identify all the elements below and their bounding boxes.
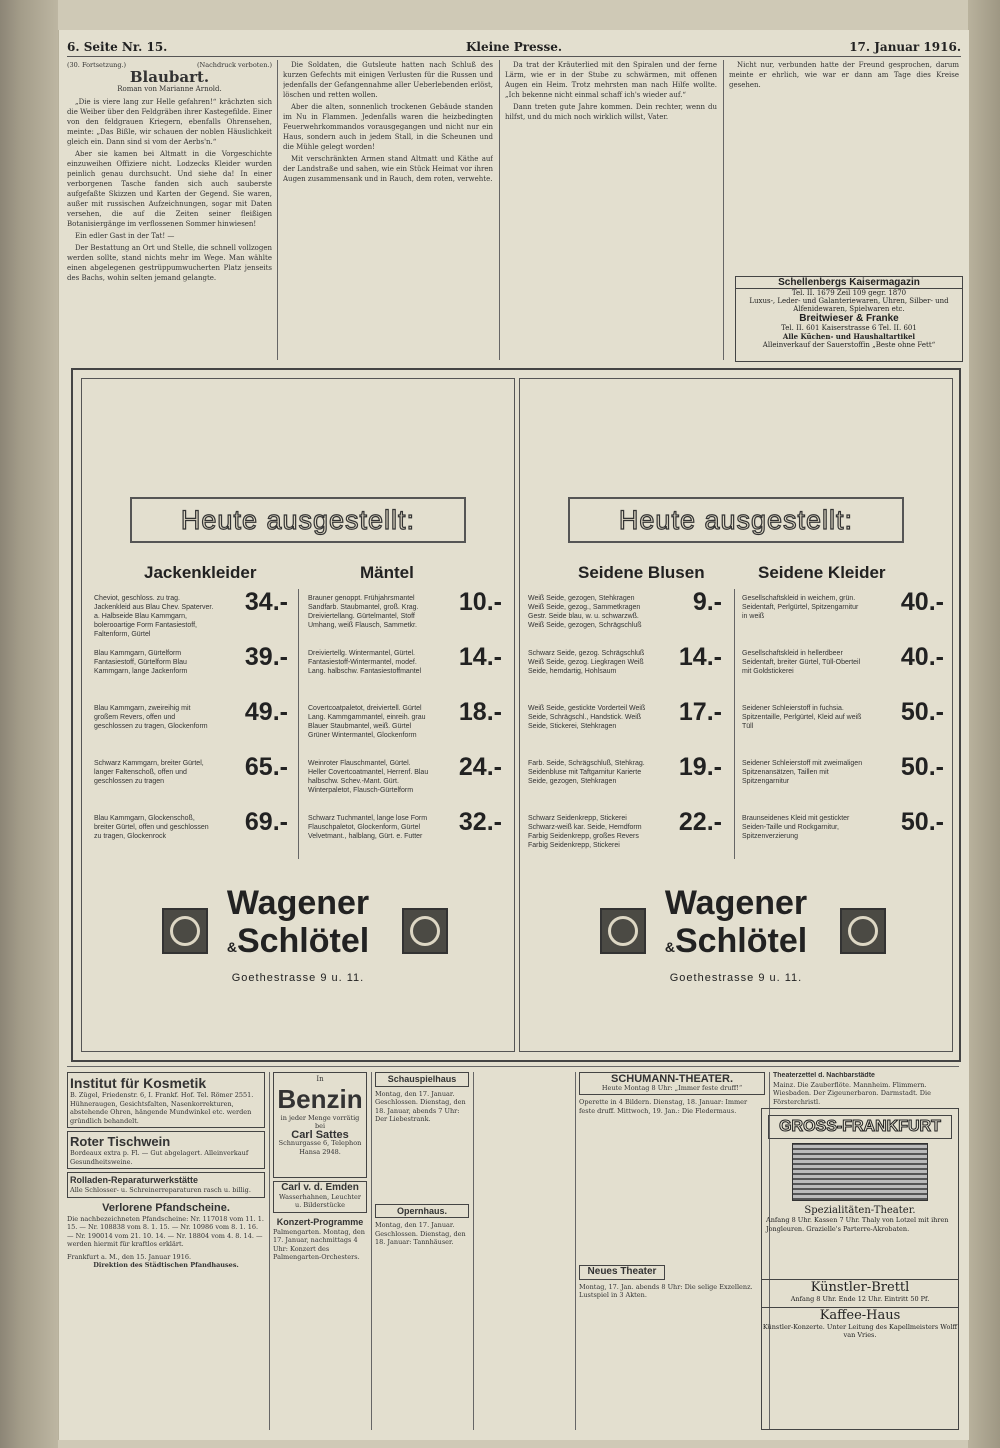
notice-title: Verlorene Pfandscheine. — [102, 1201, 230, 1214]
ad-line: Tel. II. 601 Kaiserstrasse 6 Tel. II. 601 — [781, 324, 917, 332]
cabaret-text: Anfang 8 Uhr. Ende 12 Uhr. Eintritt 50 Pf. — [790, 1295, 930, 1303]
story-column-1 — [67, 60, 272, 360]
section-title: Konzert-Programme — [276, 1216, 364, 1227]
item-description: Blau Kammgarn, Gürtelform Fantasiestoff, Gürtelform Blau Kammgarn, lange Jackenform — [94, 650, 188, 675]
item-description: Covertcoatpaletot, dreiviertell. Gürtel Lang. Kammgarnmantel, einreih. grau Blauer Staubmantel, weiß. Gürtel Grüner Wintermantel, Glockenform — [308, 705, 426, 739]
section-title: Neues Theater — [579, 1265, 665, 1280]
store-logo — [520, 884, 952, 994]
item-description: Seidener Schleierstoff mit zweimaligen Spitzenansätzen, Taillen mit Spitzengarnitur — [742, 760, 863, 785]
category-seidene-blusen: Seidene Blusen — [578, 563, 705, 582]
column-rule — [499, 60, 500, 360]
item-price: 14.- — [678, 643, 722, 671]
item-price: 40.- — [900, 643, 944, 671]
theater-subtitle: Spezialitäten-Theater. — [804, 1205, 916, 1216]
story-paragraph: Die Soldaten, die Gutsleute hatten nach Schluß des kurzen Gefechts mit einigen Verlusten für die Russen und jedenfalls der Gefangennahme aller Ueberlebenden erlöst, löschen und retten wollen. — [283, 61, 493, 99]
story-paragraph: Ein edler Gast in der Tat! — — [75, 232, 175, 240]
ad-line: Alle Küchen- und Haushaltartikel — [782, 332, 916, 341]
price-item — [528, 588, 724, 650]
price-item — [94, 808, 290, 870]
ad-heading: Heute ausgestellt: — [568, 497, 904, 543]
story-paragraph: Da trat der Kräuterlied mit den Spiralen und der ferne Lärm, wie er in der Stube zu schwärmen, mit offenen Augen ein Heim. Trotz mehrsten man nach Hilfe wollte. „Ich bekenne nicht einmal schaff ich's wieder auf.“ — [505, 61, 717, 99]
gross-frankfurt-ad — [761, 1108, 959, 1430]
price-item — [742, 753, 946, 815]
story-paragraph: Der Bestattung an Ort und Stelle, die schnell vollzogen werden sollte, stand nichts mehr im Wege. Man wählte einen abgelegenen gestrüppumwucherten Platz jenseits des Bachs, wohin selten jemand gelangte. — [67, 244, 272, 282]
store-brand — [202, 884, 394, 984]
column-rule — [734, 589, 735, 859]
column-rule — [723, 60, 724, 360]
item-description: Farb. Seide, Schrägschluß, Stehkrag. Seidenbluse mit Taftgarnitur Karierte Seide, gezogen, Stehkragen — [528, 760, 645, 785]
emblem-icon — [402, 908, 448, 954]
store-address: Goethestrasse 9 u. 11. — [669, 972, 803, 984]
item-description: Weiß Seide, gezogen, Stehkragen Weiß Seide, gezog., Sammetkragen Gestr. Seide blau, w. u. schwarzwß. Weiß Seide, gezogen, Schrägschluß — [528, 595, 642, 629]
section-text: Montag, den 17. Januar. Geschlossen. Dienstag, den 18. Januar, abends 7 Uhr: Der Liebestrank. — [375, 1089, 466, 1123]
story-copyright: (Nachdruck verboten.) — [197, 61, 272, 69]
section-rule — [67, 1066, 959, 1067]
classifieds-column-1 — [67, 1072, 265, 1430]
item-price: 65.- — [244, 753, 288, 781]
price-item — [528, 643, 724, 705]
page-edge — [968, 0, 1000, 1448]
brand-ampersand: & — [664, 939, 675, 955]
price-item — [742, 643, 946, 705]
page-header — [67, 38, 961, 57]
cafe-text: Künstler-Konzerte. Unter Leitung des Kapellmeisters Wolff van Vries. — [762, 1323, 958, 1339]
section-title: Opernhaus. — [375, 1204, 469, 1219]
item-price: 34.- — [244, 588, 288, 616]
ad-line: Tel. II. 1679 Zeil 109 gegr. 1870 — [791, 289, 907, 297]
page-number: 6. Seite Nr. 15. — [67, 40, 168, 54]
ad-text: B. Zügel, Friedenstr. 6, I. Frankf. Hof. Tel. Römer 2551. Hühneraugen, Gesichtsfalten, Nasenkorrekturen, abstehende Ohren, hängende Mundwinkel etc. werden gründlich behandelt. — [70, 1091, 254, 1125]
item-price: 40.- — [900, 588, 944, 616]
price-item — [308, 808, 504, 870]
price-item — [308, 698, 504, 760]
section-text: Mainz. Die Zauberflöte. Mannheim. Flimmern. Wiesbaden. Der Zigeunerbaron. Darmstadt. Die Försterchristl. — [773, 1080, 931, 1106]
classifieds-column-2 — [273, 1072, 367, 1430]
category-seidene-kleider: Seidene Kleider — [758, 563, 886, 582]
department-store-advertisement — [71, 368, 961, 1062]
item-price: 50.- — [900, 698, 944, 726]
story-column-4 — [729, 60, 959, 260]
story-installment: (30. Fortsetzung.) — [67, 61, 127, 69]
ad-title: Schellenbergs Kaisermagazin — [736, 277, 962, 289]
emblem-icon — [840, 908, 886, 954]
story-column-2 — [283, 60, 493, 360]
brand-name-line1: Wagener — [226, 884, 370, 922]
ad-panel-left — [81, 378, 515, 1052]
ad-panel-right — [519, 378, 953, 1052]
cabaret-title: Künstler-Brettl — [762, 1279, 958, 1295]
section-subtitle: Heute Montag 8 Uhr: „Immer feste druff!“ — [601, 1083, 743, 1092]
price-item — [308, 588, 504, 650]
item-description: Dreiviertellg. Wintermantel, Gürtel. Fantasiestoff-Wintermantel, modef. Lang. halbschw. Fantasiestoffmantel — [308, 650, 422, 675]
price-item — [528, 753, 724, 815]
price-item — [94, 588, 290, 650]
column-rule — [575, 1072, 576, 1430]
column-rule — [277, 60, 278, 360]
price-item — [742, 698, 946, 760]
category-jackenkleider: Jackenkleider — [144, 563, 257, 582]
item-price: 9.- — [692, 588, 722, 616]
story-paragraph: Dann treten gute Jahre kommen. Dein rechter, wenn du hilfst, und du mich noch wirklich willst, Vater. — [505, 103, 717, 121]
item-price: 69.- — [244, 808, 288, 836]
ad-text: Bordeaux extra p. Fl. — Gut abgelagert. Alleinverkauf Gesundheitsweine. — [70, 1149, 249, 1166]
ad-heading: Heute ausgestellt: — [130, 497, 466, 543]
item-description: Gesellschaftskleid in weichem, grün. Seidentaft, Perlgürtel, Spitzengarnitur in weiß — [742, 595, 859, 620]
story-paragraph: Aber die alten, sonnenlich trockenen Gebäude standen im Nu in Flammen. Jedenfalls waren die heizbedingten Feuerwehrkommandos vorausgegangen und nicht nur ein Haus, sondern auch in jedem Stall, in die Scheunen und die Mühle gelegt worden! — [283, 103, 493, 151]
ad-title: Benzin — [277, 1083, 363, 1114]
item-price: 19.- — [678, 753, 722, 781]
item-price: 10.- — [458, 588, 502, 616]
item-description: Weinroter Flauschmantel, Gürtel. Heller Covertcoatmantel, Herrenf. Blau halbschw. Schev.-Mant. Gürt. Winterpaletot, Flausch-Gürtelform — [308, 760, 429, 794]
classifieds-column-3 — [375, 1072, 469, 1430]
item-price: 50.- — [900, 753, 944, 781]
theater-text: Anfang 8 Uhr. Kassen 7 Uhr. Thaly von Lotzel mit ihren Jongleuren. Grazielle's Parterre-Akrobaten. — [766, 1216, 949, 1233]
category-maentel: Mäntel — [360, 563, 414, 582]
cafe-title: Kaffee-Haus — [762, 1307, 958, 1323]
story-paragraph: „Die is viere lang zur Helle gefahren!“ krächzten sich die Weiber über den Feldgräben ihrer Kastegefilde. Einer von den feldgrauen Kriegern, ebenfalls Ohrensehen, meinte: „Das Bißle, wir schauen der noblen Häuslichkeit gleich ein. Dann sind si vom der Aerbs'n.“ — [67, 98, 272, 146]
item-price: 39.- — [244, 643, 288, 671]
story-paragraph: Nicht nur, verbunden hatte der Freund gesprochen, darum meinte er ehrlich, wie war er dann am Tage dies Kreise gesehen. — [729, 61, 959, 89]
store-brand — [640, 884, 832, 984]
newspaper-title: Kleine Presse. — [465, 40, 563, 54]
section-text: Montag, den 17. Januar. Geschlossen. Dienstag, den 18. Januar: Tannhäuser. — [375, 1221, 466, 1246]
item-price: 17.- — [678, 698, 722, 726]
item-price: 50.- — [900, 808, 944, 836]
newspaper-page — [58, 30, 969, 1440]
column-rule — [371, 1072, 372, 1430]
price-item — [742, 808, 946, 870]
ad-line: Luxus-, Leder- und Galanteriewaren, Uhren, Silber- und Alfenidewaren, Spielwaren etc. — [749, 297, 949, 313]
item-description: Seidener Schleierstoff in fuchsia. Spitzentaille, Perlgürtel, Kleid auf weiß Tüll — [742, 705, 862, 730]
item-description: Schwarz Seidenkrepp, Stickerei Schwarz-weiß kar. Seide, Hemdform Farbig Seidenkrepp, großes Revers Farbig Seidenkrepp, Stickerei — [528, 815, 642, 849]
ad-title: Rolladen-Reparaturwerkstätte — [70, 1175, 199, 1185]
section-text: Montag, 17. Jan. abends 8 Uhr: Die selige Exzellenz. Lustspiel in 3 Akten. — [579, 1282, 753, 1299]
section-text: Palmengarten. Montag, den 17. Januar, nachmittags 4 Uhr: Konzert des Palmengarten-Orchesters. — [273, 1227, 365, 1261]
ad-title: Roter Tischwein — [70, 1134, 171, 1149]
item-description: Blau Kammgarn, Glockenschoß, breiter Gürtel, offen und geschlossen zu tragen, Glockenrock — [94, 815, 209, 840]
brand-name-line2: Schlötel — [236, 922, 370, 960]
ad-title: Institut für Kosmetik — [70, 1075, 207, 1091]
classifieds-column-4 — [477, 1072, 573, 1430]
column-rule — [298, 589, 299, 859]
ad-text: Alle Schlosser- u. Schreinerreparaturen rasch u. billig. — [70, 1186, 251, 1194]
item-price: 49.- — [244, 698, 288, 726]
item-description: Gesellschaftskleid in hellerdbeer Seidentaft, breiter Gürtel, Tüll-Oberteil mit Goldstickerei — [742, 650, 861, 675]
store-logo — [82, 884, 514, 994]
ad-title: Carl v. d. Emden — [281, 1182, 359, 1193]
section-title: SCHUMANN-THEATER. — [610, 1073, 733, 1085]
item-price: 22.- — [678, 808, 722, 836]
brand-name-line1: Wagener — [664, 884, 808, 922]
item-description: Schwarz Seide, gezog. Schrägschluß Weiß Seide, gezog. Liegkragen Weiß Seide, hemdartig, Hohlsaum — [528, 650, 645, 675]
story-paragraph: Aber sie kamen bei Altmatt in die Vorgeschichte einzuweihen Offiziere nicht. Lodzecks Kleider wurden peinlich genau durchsucht. Und siehe da! In einer verborgenen Tasche fanden sich auch sauberste aufgefaßte Skizzen und Karten der Gegend. Sie waren, außer mit russischen Aufzeichnungen, sogar mit Daten versehen, die auf die Zeiten seiner fleißigen Botanisiergänge im verflossenen Sommer hinwiesen! — [67, 150, 272, 228]
notice-text: Die nachbezeichneten Pfandscheine: Nr. 117018 vom 11. 1. 15. — Nr. 108838 vom 8. 1. 15. — Nr. 10986 vom 8. 1. 16. — Nr. 190014 vom 21. 10. 14. — Nr. 18804 vom 4. 8. 14. — werden hiermit für kraftlos erklärt. — [67, 1214, 264, 1248]
theater-building-illustration — [792, 1143, 928, 1201]
notice-signature: Direktion des Städtischen Pfandhauses. — [93, 1261, 239, 1269]
column-rule — [473, 1072, 474, 1430]
ad-line: Alleinverkauf der Sauerstoffin „Beste ohne Fett“ — [762, 341, 936, 349]
ad-firm: Carl Sattes — [291, 1128, 349, 1141]
ad-text: Schnurgasse 6, Telephon Hansa 2948. — [278, 1139, 362, 1156]
notice-date: Frankfurt a. M., den 15. Januar 1916. — [67, 1252, 192, 1261]
store-address: Goethestrasse 9 u. 11. — [231, 972, 365, 984]
price-item — [94, 643, 290, 705]
item-description: Schwarz Kammgarn, breiter Gürtel, langer Faltenschoß, offen und geschlossen zu tragen — [94, 760, 204, 785]
brand-name-line2: Schlötel — [674, 922, 808, 960]
item-price: 14.- — [458, 643, 502, 671]
price-item — [94, 753, 290, 815]
small-advertisement — [735, 276, 963, 362]
story-paragraph: Mit verschränkten Armen stand Altmatt und Käthe auf der Landstraße und sahen, wie ein Stück Heimat vor ihren Augen zusammensank und in Rauch, dem roten, verwehte. — [283, 155, 493, 183]
price-item — [308, 643, 504, 705]
story-author: Roman von Marianne Arnold. — [117, 85, 222, 93]
brand-ampersand: & — [226, 939, 237, 955]
price-item — [742, 588, 946, 650]
section-title: Theaterzettel d. Nachbarstädte — [773, 1072, 875, 1079]
section-text: Operette in 4 Bildern. Dienstag, 18. Januar: Immer feste druff. Mittwoch, 19. Jan.: Die Fledermaus. — [579, 1098, 748, 1115]
ad-text: In — [316, 1075, 324, 1083]
item-description: Schwarz Tuchmantel, lange lose Form Flauschpaletot, Glockenform, Gürtel Velvetmant., halblang, Gürt. e. Futter — [308, 815, 428, 840]
item-description: Blau Kammgarn, zweireihig mit großem Revers, offen und geschlossen zu tragen, Glockenform — [94, 705, 208, 730]
price-item — [528, 808, 724, 870]
book-spine — [0, 0, 58, 1448]
item-description: Cheviot, geschloss. zu trag. Jackenkleid aus Blau Chev. Spaterver. a. Halbseide Blau Kammgarn, bolerooartige Form Fantasiestoff, Faltenform, Gürtel — [94, 595, 214, 638]
price-item — [528, 698, 724, 760]
ad-text: Wasserhahnen, Leuchter u. Bilderstücke — [279, 1192, 361, 1209]
issue-date: 17. Januar 1916. — [849, 40, 961, 54]
item-description: Brauner genoppt. Frühjahrsmantel Sandfarb. Staubmantel, groß. Krag. Dreiviertellang. Gürtelmantel, Stoff Umhang, weiß Flausch, Sammetkr. — [308, 595, 419, 629]
column-rule — [269, 1072, 270, 1430]
ad-title: Breitwieser & Franke — [799, 313, 899, 324]
item-price: 32.- — [458, 808, 502, 836]
price-item — [308, 753, 504, 815]
story-title: Blaubart. — [129, 68, 210, 86]
classifieds-column-5 — [579, 1072, 765, 1430]
item-description: Weiß Seide, gestickte Vorderteil Weiß Seide, Schrägschl., Handstick. Weiß Seide, Stickerei, Stehkragen — [528, 705, 646, 730]
story-column-3 — [505, 60, 717, 360]
ad-text: in jeder Menge vorrätig bei — [280, 1113, 360, 1130]
item-price: 18.- — [458, 698, 502, 726]
theater-title: GROSS-FRANKFURT — [768, 1115, 952, 1139]
price-item — [94, 698, 290, 760]
item-price: 24.- — [458, 753, 502, 781]
item-description: Braunseidenes Kleid mit gestickter Seiden-Taille und Rockgarnitur, Spitzenverzierung — [742, 815, 850, 840]
section-title: Schauspielhaus — [375, 1072, 469, 1087]
